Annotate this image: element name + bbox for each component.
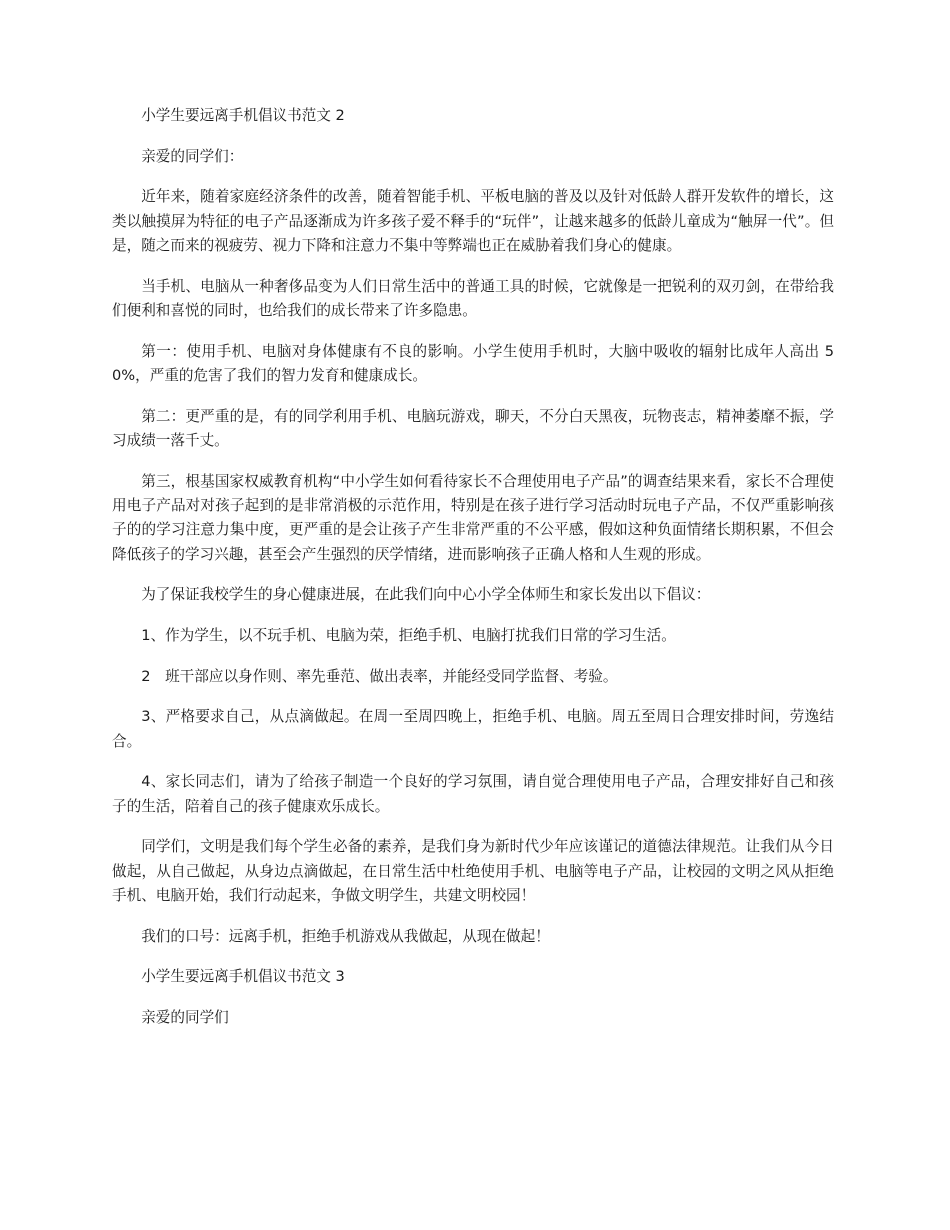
- paragraph: 同学们，文明是我们每个学生必备的素养，是我们身为新时代少年应该谨记的道德法律规范。让我们从今日做起，从自己做起，从身边点滴做起，在日常生活中杜绝使用手机、电脑等电子产品，让校园的文明之风从拒绝手机、电脑开始，我们行动起来，争做文明学生，共建文明校园！: [112, 838, 834, 904]
- salutation: 亲爱的同学们: [141, 1008, 229, 1026]
- section-title: 小学生要远离手机倡议书范文 3: [141, 968, 345, 986]
- proposal-item: 4、家长同志们，请为了给孩子制造一个良好的学习氛围，请自觉合理使用电子产品，合理安排好自己和孩子的生活，陪着自己的孩子健康欢乐成长。: [112, 773, 834, 815]
- proposal-item: 1、作为学生，以不玩手机、电脑为荣，拒绝手机、电脑打扰我们日常的学习生活。: [141, 626, 676, 644]
- proposal-item: 3、严格要求自己，从点滴做起。在周一至周四晚上，拒绝手机、电脑。周五至周日合理安排时间，劳逸结合。: [112, 708, 834, 750]
- slogan: 我们的口号：远离手机，拒绝手机游戏从我做起，从现在做起！: [141, 927, 550, 945]
- paragraph: 第一：使用手机、电脑对身体健康有不良的影响。小学生使用手机时，大脑中吸收的辐射比成年人高出 50%，严重的危害了我们的智力发育和健康成长。: [112, 342, 834, 384]
- paragraph: 近年来，随着家庭经济条件的改善，随着智能手机、平板电脑的普及以及针对低龄人群开发软件的增长，这类以触摸屏为特征的电子产品逐渐成为许多孩子爱不释手的“玩伴”，让越来越多的低龄儿童成为“触屏一代”。但是，随之而来的视疲劳、视力下降和注意力不集中等弊端也正在威胁着我们身心的健康。: [112, 188, 834, 254]
- paragraph: 第三，根基国家权威教育机构“中小学生如何看待家长不合理使用电子产品”的调查结果来看，家长不合理使用电子产品对对孩子起到的是非常消极的示范作用，特别是在孩子进行学习活动时玩电子产品，不仅严重影响孩子的的学习注意力集中度，更严重的是会让孩子产生非常严重的不公平感，假如这种负面情绪长期积累，不但会降低孩子的学习兴趣，甚至会产生强烈的厌学情绪，进而影响孩子正确人格和人生观的形成。: [112, 472, 834, 563]
- salutation: 亲爱的同学们：: [141, 147, 244, 165]
- paragraph: 第二：更严重的是，有的同学利用手机、电脑玩游戏，聊天，不分白天黑夜，玩物丧志，精神萎靡不振，学习成绩一落千丈。: [112, 407, 834, 449]
- document-body: [112, 104, 834, 1047]
- paragraph: 为了保证我校学生的身心健康进展，在此我们向中心小学全体师生和家长发出以下倡议：: [141, 586, 711, 604]
- proposal-item: 2 班干部应以身作则、率先垂范、做出表率，并能经受同学监督、考验。: [141, 667, 618, 685]
- paragraph: 当手机、电脑从一种奢侈品变为人们日常生活中的普通工具的时候，它就像是一把锐利的双刃剑，在带给我们便利和喜悦的同时，也给我们的成长带来了许多隐患。: [112, 277, 834, 319]
- section-title: 小学生要远离手机倡议书范文 2: [141, 107, 345, 124]
